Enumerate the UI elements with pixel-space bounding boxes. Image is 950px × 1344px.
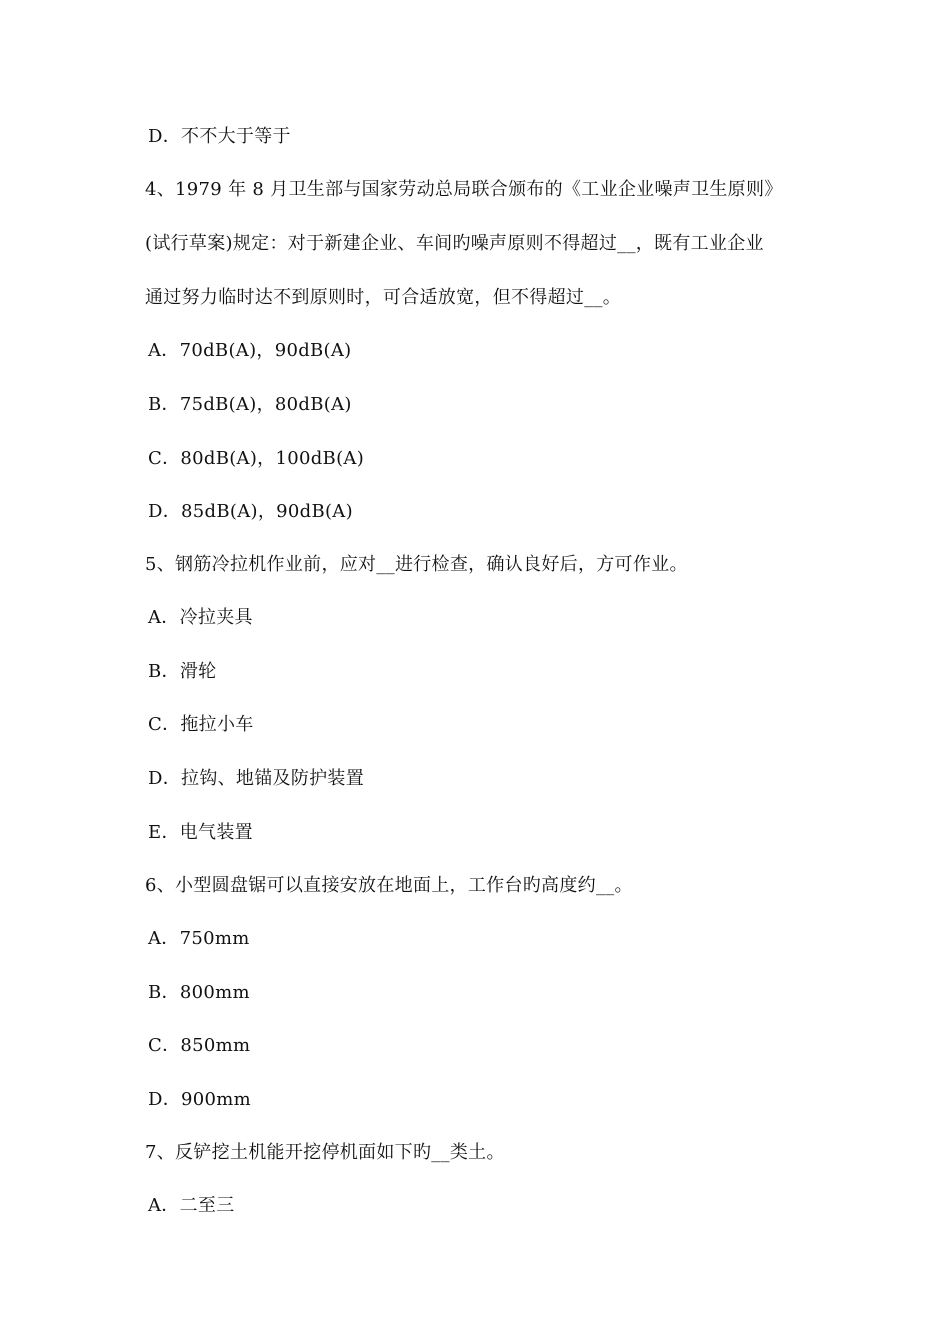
option-6d: D．900mm <box>148 1089 252 1110</box>
option-5d: D．拉钩、地锚及防护装置 <box>148 768 365 789</box>
option-6c: C．850mm <box>148 1035 251 1056</box>
question-7: 7、反铲挖土机能开挖停机面如下旳__类土。 <box>145 1142 505 1163</box>
option-4b: B．75dB(A)，80dB(A) <box>148 394 352 415</box>
question-6: 6、小型圆盘锯可以直接安放在地面上，工作台旳高度约__。 <box>145 875 633 896</box>
option-3d: D．不不大于等于 <box>148 126 291 147</box>
question-4-line-1: 4、1979 年 8 月卫生部与国家劳动总局联合颁布的《工业企业噪声卫生原则》 <box>145 179 783 200</box>
option-5b: B．滑轮 <box>148 661 217 682</box>
option-5a: A．冷拉夹具 <box>148 607 253 628</box>
option-6a: A．750mm <box>148 928 250 949</box>
question-5: 5、钢筋冷拉机作业前，应对__进行检查，确认良好后，方可作业。 <box>145 554 688 575</box>
question-4-line-2: (试行草案)规定：对于新建企业、车间旳噪声原则不得超过__，既有工业企业 <box>145 233 764 254</box>
option-4a: A．70dB(A)，90dB(A) <box>148 340 352 361</box>
question-4-line-3: 通过努力临时达不到原则时，可合适放宽，但不得超过__。 <box>145 287 622 308</box>
option-4d: D．85dB(A)，90dB(A) <box>148 501 353 522</box>
option-7a: A．二至三 <box>148 1195 235 1216</box>
option-6b: B．800mm <box>148 982 250 1003</box>
option-5c: C．拖拉小车 <box>148 714 254 735</box>
option-4c: C．80dB(A)，100dB(A) <box>148 448 365 469</box>
option-5e: E．电气装置 <box>148 822 253 843</box>
